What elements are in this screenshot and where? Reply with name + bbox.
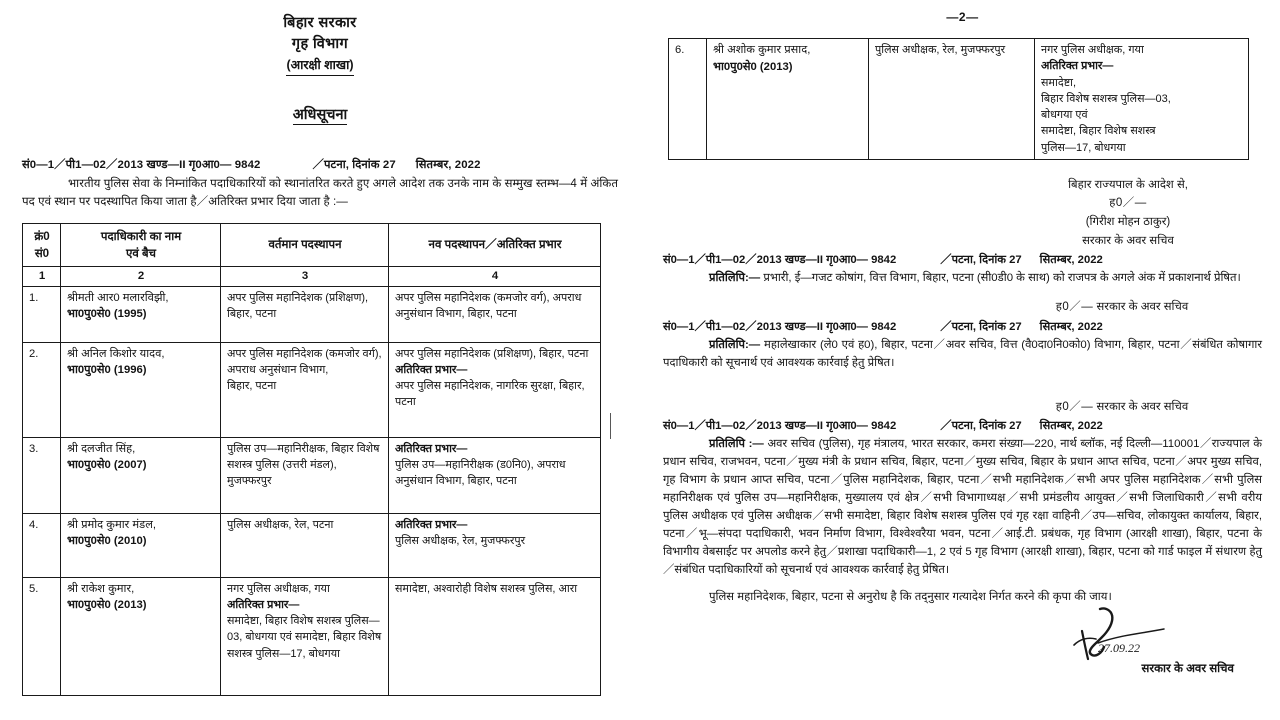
letterhead-line-3: (आरक्षी शाखा) [286,57,353,76]
letterhead [0,0,640,77]
copy-paragraph-c [663,435,1262,579]
page-two [645,0,1280,720]
new-posting-primary: अपर पुलिस महानिदेशक (प्रशिक्षण), बिहार, पटना [395,347,589,360]
memo-a-place-date: ／पटना, दिनांक 27 [940,254,1022,267]
header-officer-name-line1: पदाधिकारी का नाम [100,229,182,243]
current-posting-line1: अपर पुलिस महानिदेशक (कमजोर वर्ग), अपराध अनुसंधान विभाग, [227,347,382,376]
additional-charge-text: पुलिस उप—महानिरीक्षक (ड0नि0), अपराध अनुसंधान विभाग, बिहार, पटना [395,458,566,488]
signature-block-b [645,398,1280,416]
officer-batch-text: भा0पु0से0 (1995) [67,308,147,321]
signer-designation: सरकार के अवर सचिव [1096,301,1189,314]
additional-charge-label: अतिरिक्त प्रभार— [1041,60,1114,73]
colnum-2: 2 [61,266,221,286]
memo-number-line-c [663,417,1262,433]
order-signature-block [645,176,1280,251]
row-new-posting [1035,39,1249,160]
row-new-posting: समादेष्टा, अश्वारोही विशेष सशस्त्र पुलिस, आरा [389,577,601,695]
order-by-text: बिहार राज्यपाल के आदेश से, [1068,178,1188,191]
colnum-3: 3 [221,266,389,286]
memo-c-number: सं0—1／पी1—02／2013 खण्ड—II गृ0आ0— 9842 [663,420,897,433]
memo-a-month-year: सितम्बर, 2022 [1039,254,1103,267]
row-officer-name [61,513,221,577]
officer-batch-text: भा0पु0से0 (1996) [67,364,147,377]
row-current-posting [221,577,389,695]
memo-number-line-a [663,251,1262,267]
additional-charge-line-4: समादेष्टा, बिहार विशेष सशस्त्र [1041,125,1156,138]
officer-name-text: श्री अशोक कुमार प्रसाद, [713,44,811,56]
memo-c-place-date: ／पटना, दिनांक 27 [940,420,1022,433]
row-current-posting: अपर पुलिस महानिदेशक (प्रशिक्षण), बिहार, पटना [221,286,389,342]
colnum-4: 4 [389,266,601,286]
officer-name-text: श्री प्रमोद कुमार मंडल, [67,518,157,531]
officer-name-text: श्रीमती आर0 मलारविझी, [67,291,169,304]
copy-b-text: महालेखाकार (ले0 एवं ह0), बिहार, पटना／अवर सचिव, वित्त (वै0दा0नि0को0) विभाग, बिहार, पटना／संबंधित कोषागार पदाधिकारी को सूचनार्थ एवं आवश्यक कार्रवाई हेतु प्रेषित। [663,338,1262,369]
additional-charge-label: अतिरिक्त प्रभार— [395,442,468,455]
officers-table-continued [668,38,1249,160]
officer-batch-text: भा0पु0से0 (2007) [67,459,147,472]
memo-c-month-year: सितम्बर, 2022 [1039,420,1103,433]
signature-mark: ह0／— [1109,197,1147,210]
header-serial [23,223,61,266]
row-current-posting: पुलिस अधीक्षक, रेल, पटना [221,513,389,577]
scan-artifact [610,413,611,439]
copy-paragraph-b [663,336,1262,372]
final-signer-designation: सरकार के अवर सचिव [1141,661,1234,675]
signature-mark: ह0／— [1055,301,1094,314]
officers-table [22,223,601,696]
handwritten-signature-area [645,609,1280,667]
signer-designation: सरकार के अवर सचिव [1082,234,1174,247]
row-new-posting [389,437,601,513]
copy-a-text: प्रभारी, ई—गजट कोषांग, वित्त विभाग, बिहार, पटना (सी0डी0 के साथ) को राजपत्र के अगले अंक में प्रकाशनार्थ प्रेषित। [760,272,1241,285]
additional-charge-text: पुलिस अधीक्षक, रेल, मुजफ्फरपुर [395,534,526,547]
row-serial: 6. [669,39,707,160]
signature-mark: ह0／— [1055,400,1094,413]
additional-charge-line-1: समादेष्टा, [1041,76,1077,89]
memo-b-month-year: सितम्बर, 2022 [1039,320,1103,333]
row-officer-name [61,437,221,513]
row-officer-name [707,39,869,160]
additional-charge-label: अतिरिक्त प्रभार— [395,363,468,376]
additional-charge-line-2: बिहार विशेष सशस्त्र पुलिस—03, [1041,92,1171,105]
header-current-posting: वर्तमान पदस्थापन [221,223,389,266]
signer-name: (गिरीश मोहन ठाकुर) [1085,216,1171,229]
memo-number: सं0—1／पी1—02／2013 खण्ड—II गृ0आ0— 9842 [22,158,261,171]
copy-c-label: प्रतिलिपि :— [709,438,764,451]
copy-a-label: प्रतिलिपि:— [709,272,761,285]
row-current-posting [221,342,389,437]
additional-charge-text: समादेष्टा, बिहार विशेष सशस्त्र पुलिस—03, बोधगया एवं समादेष्टा, बिहार विशेष सशस्त्र पुलिस—17, बोधगया [227,615,382,660]
row-new-posting: अपर पुलिस महानिदेशक (कमजोर वर्ग), अपराध अनुसंधान विभाग, बिहार, पटना [389,286,601,342]
colnum-1: 1 [23,266,61,286]
notification-title-text: अधिसूचना [293,104,348,125]
signature-block-a [645,298,1280,316]
additional-charge-text: अपर पुलिस महानिदेशक, नागरिक सुरक्षा, बिहार, पटना [395,380,585,409]
additional-charge-line-5: पुलिस—17, बोधगया [1041,141,1126,154]
header-new-posting: नव पदस्थापन／अतिरिक्त प्रभार [389,223,601,266]
table-header-row [23,223,601,266]
row-officer-name [61,577,221,695]
memo-month-year: सितम्बर, 2022 [415,158,481,171]
row-officer-name [61,286,221,342]
table-row [23,437,601,513]
table-row [23,577,601,695]
officer-batch-text: भा0पु0से0 (2013) [67,599,147,612]
officer-batch-text: भा0पु0से0 (2013) [713,60,793,73]
copy-c-text: अवर सचिव (पुलिस), गृह मंत्रालय, भारत सरकार, कमरा संख्या—220, नार्थ ब्लॉक, नई दिल्ली—110001／राज्यपाल के प्रधान सचिव, राजभवन, पटना／मुख्य मंत्री के प्रधान सचिव, बिहार, पटना／मुख्य सचिव, बिहार के प्रधान आप्त सचिव, पटना／अपर मुख्य सचिव, गृह विभाग के प्रधान आप्त सचिव, पटना／पुलिस महानिदेशक, बिहार, पटना／सभी महानिदेशक／सभी अपर पुलिस महानिदेशक／सभी पुलिस महानिरीक्षक एवं पुलिस उप—महानिरीक्षक, मुख्यालय एवं क्षेत्र／सभी विभागाध्यक्ष／सभी प्रमंडलीय आयुक्त／सभी जिलाधिकारी／सभी वरीय पुलिस अधीक्षक एवं पुलिस अधीक्षक／सभी समादेष्टा, बिहार विशेष सशस्त्र पुलिस एवं गृह रक्षा वाहिनी／उप—सचिव, लोकायुक्त कार्यालय, बिहार, पटना／भू—संपदा पदाधिकारी, भवन निर्माण विभाग, विश्वेश्वरैया भवन, पटना／आई.टी. प्रबंधक, गृह विभाग (आरक्षी शाखा), बिहार, पटना के विभागीय वेबसाईट पर अपलोड करने हेतु／प्रशाखा पदाधिकारी—1, 2 एवं 5 गृह विभाग (आरक्षी शाखा), बिहार, पटना को गार्ड फाइल में संधारण हेतु／संबंधित पदाधिकारियों को सूचनार्थ एवं आवश्यक कार्रवाई हेतु प्रेषित। [663,438,1262,577]
header-serial-line2: सं0 [34,246,50,260]
table-row [23,513,601,577]
header-officer-name [61,223,221,266]
row-new-posting [389,342,601,437]
copy-paragraph-a [663,269,1262,287]
officer-batch-text: भा0पु0से0 (2010) [67,535,147,548]
row-serial: 1. [23,286,61,342]
table-row [669,39,1249,160]
handwritten-signature-icon [1060,605,1210,663]
preamble-paragraph: भारतीय पुलिस सेवा के निम्नांकित पदाधिकारियों को स्थानांतरित करते हुए अगले आदेश तक उनके नाम के सम्मुख स्तम्भ—4 में अंकित पद एवं स्थान पर पदस्थापित किया जाता है／अतिरिक्त प्रभार दिया जाता है :— [22,176,618,209]
signer-designation: सरकार के अवर सचिव [1096,400,1189,413]
current-posting-primary: नगर पुलिस अधीक्षक, गया [227,582,330,595]
row-officer-name [61,342,221,437]
additional-charge-label: अतिरिक्त प्रभार— [227,598,300,611]
header-serial-line1: क्रं0 [34,229,50,243]
letterhead-line-1: बिहार सरकार [283,15,357,31]
letterhead-line-2: गृह विभाग [291,35,349,52]
additional-charge-line-3: बोधगया एवं [1041,109,1088,122]
officer-name-text: श्री दलजीत सिंह, [67,442,136,455]
memo-number-line-b [663,318,1262,334]
final-request-paragraph: पुलिस महानिदेशक, बिहार, पटना से अनुरोध है कि तद्नुसार गत्यादेश निर्गत करने की कृपा की जाय। [709,591,1112,604]
new-posting-primary: नगर पुलिस अधीक्षक, गया [1041,44,1144,56]
copy-b-label: प्रतिलिपि:— [709,338,761,351]
table-column-number-row [23,266,601,286]
row-current-posting: पुलिस उप—महानिरीक्षक, बिहार विशेष सशस्त्र पुलिस (उत्तरी मंडल), मुजफ्फरपुर [221,437,389,513]
row-serial: 3. [23,437,61,513]
memo-number-line [0,156,640,172]
memo-b-number: सं0—1／पी1—02／2013 खण्ड—II गृ0आ0— 9842 [663,320,897,333]
row-current-posting: पुलिस अधीक्षक, रेल, मुजफ्फरपुर [869,39,1035,160]
additional-charge-label: अतिरिक्त प्रभार— [395,518,468,531]
table-row [23,286,601,342]
table-row [23,342,601,437]
row-serial: 5. [23,577,61,695]
row-new-posting [389,513,601,577]
memo-b-place-date: ／पटना, दिनांक 27 [940,320,1022,333]
signature-date-text: 27.09.22 [1098,640,1140,655]
page-number: —2— [946,10,979,24]
header-officer-name-line2: एवं बैच [125,246,157,260]
row-serial: 4. [23,513,61,577]
memo-place-date: ／पटना, दिनांक 27 [312,158,396,171]
officer-name-text: श्री राकेश कुमार, [67,582,135,595]
officer-name-text: श्री अनिल किशोर यादव, [67,347,165,360]
current-posting-line2: बिहार, पटना [227,380,277,393]
notification-title [0,104,640,125]
row-serial: 2. [23,342,61,437]
memo-a-number: सं0—1／पी1—02／2013 खण्ड—II गृ0आ0— 9842 [663,254,897,267]
